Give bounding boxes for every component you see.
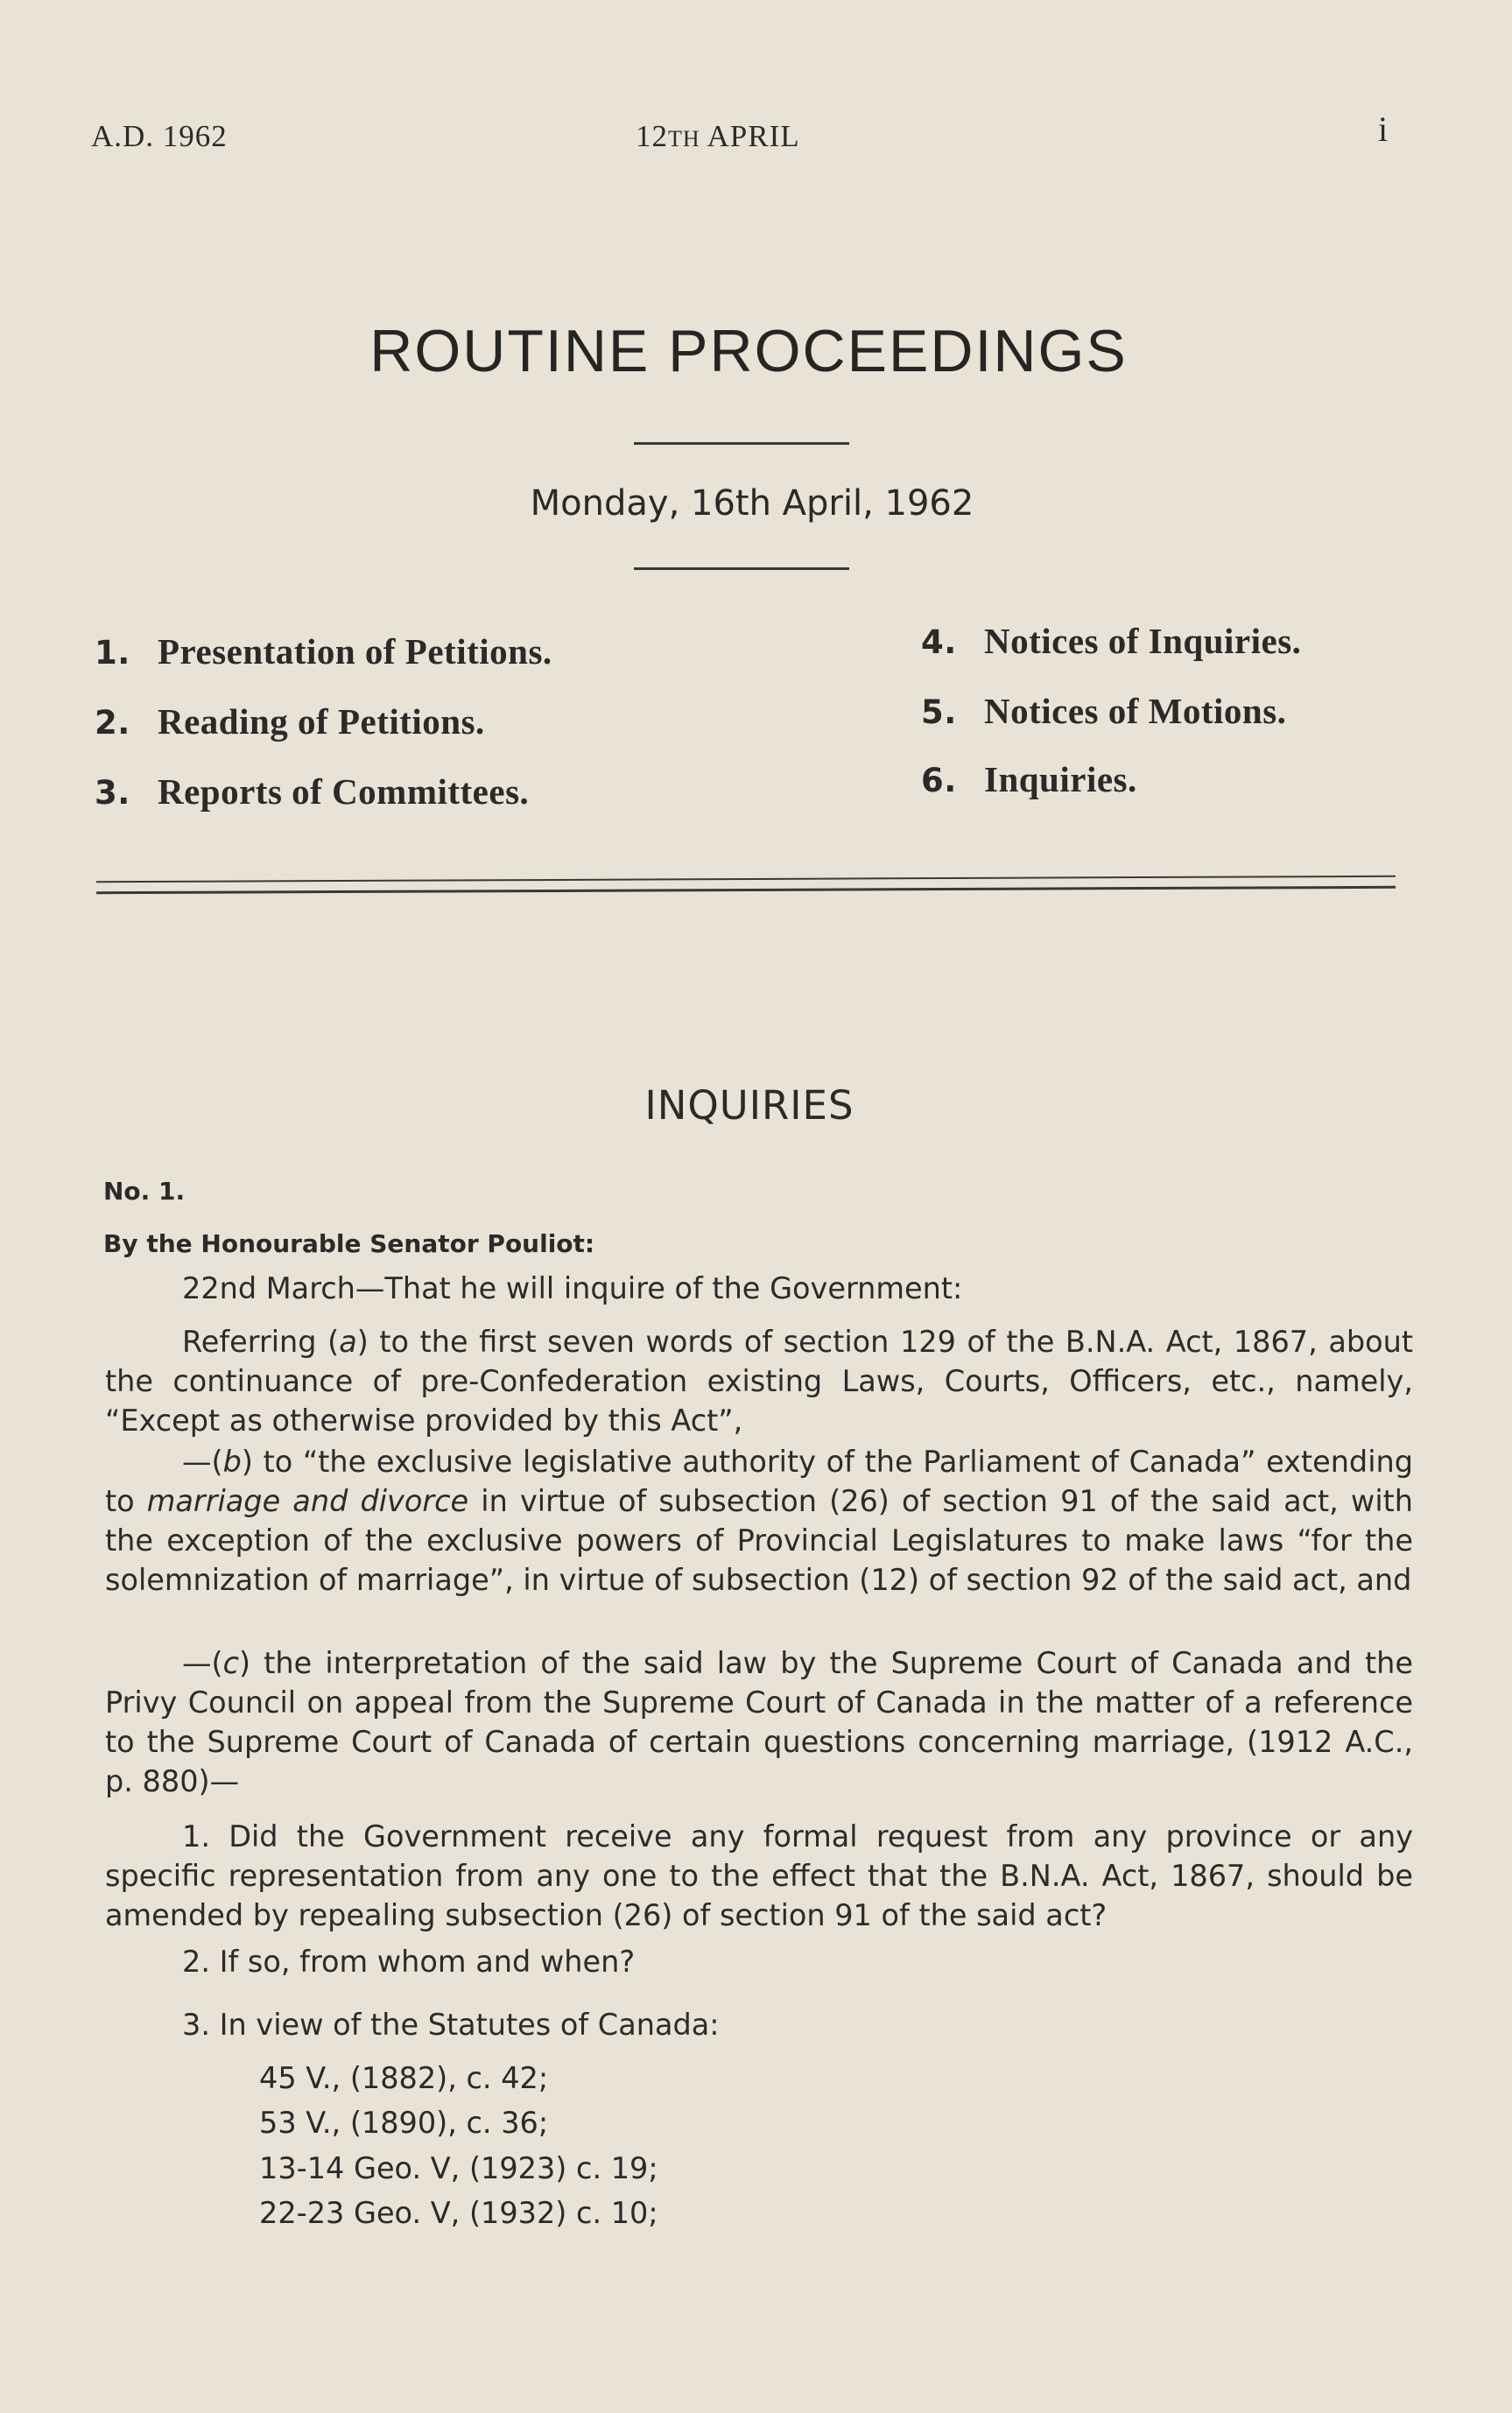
page-number: i (1378, 109, 1389, 149)
para-b-text-1: ) to “the exclusive legislative authority of the Parliament of Canada” extending to (105, 1445, 1413, 1518)
header-day: 12 (636, 119, 668, 153)
inquiry-intro: 22nd March—That he will inquire of the Government: (182, 1271, 963, 1305)
question-2: 2. If so, from whom and when? (182, 1945, 636, 1979)
para-a-text: ) to the first seven words of section 129 of the B.N.A. Act, 1867, about the continuance of pre-Confederation existing Laws, Courts, Officers, etc., namely, “Except as otherwise provided by this Act”, (105, 1325, 1414, 1438)
statute-item: 13-14 Geo. V, (1923) c. 19; (259, 2151, 658, 2185)
agenda-item-number: 4. (921, 623, 957, 661)
para-b-text-2: in virtue of subsection (26) of section 91 of the said act, with the exception of the exclusive powers of Provincial Legislatures to make laws “for the solemnization of marriage”, in virtue of subsection (12) of section 92 of the said act, and (105, 1484, 1414, 1597)
sitting-date: Monday, 16th April, 1962 (530, 483, 974, 524)
agenda-item-label: Reading of Petitions. (158, 701, 485, 742)
para-c-text: ) the interpretation of the said law by the Supreme Court of Canada and the Privy Council on appeal from the Supreme Court of Canada in the matter of a reference to the Supreme Court of Canada of certain questions concerning marriage, (1912 A.C., p. 880)— (105, 1646, 1413, 1798)
agenda-item-number: 5. (921, 693, 957, 731)
statute-item: 22-23 Geo. V, (1932) c. 10; (259, 2196, 658, 2230)
inquiry-paragraph-b (105, 1442, 1413, 1600)
section-title: INQUIRIES (644, 1082, 854, 1129)
statute-item: 45 V., (1882), c. 42; (259, 2061, 549, 2095)
date-rule (634, 567, 849, 570)
page-title: ROUTINE PROCEEDINGS (369, 318, 1128, 384)
header-month: APRIL (707, 119, 800, 153)
agenda-item (921, 620, 1301, 662)
agenda-item (95, 630, 552, 672)
agenda-item-label: Reports of Committees. (158, 771, 530, 812)
agenda-item-label: Notices of Motions. (984, 691, 1287, 731)
agenda-item-label: Inquiries. (984, 759, 1137, 799)
agenda-item (95, 700, 485, 742)
agenda-item-number: 6. (921, 762, 957, 799)
header-day-suffix: TH (668, 126, 700, 151)
inquiry-paragraph-a (105, 1322, 1413, 1440)
question-1: 1. Did the Government receive any formal request from any province or any specific representation from any one to the effect that the B.N.A. Act, 1867, should be amended by repealing subsection (26) of section 91 of the said act? (105, 1819, 1413, 1932)
header-date (636, 119, 800, 154)
question-3: 3. In view of the Statutes of Canada: (182, 2008, 720, 2042)
statute-item: 53 V., (1890), c. 36; (259, 2106, 549, 2140)
inquiry-number: No. 1. (103, 1177, 186, 1206)
agenda-item-label: Notices of Inquiries. (984, 621, 1302, 661)
para-b-italic: marriage and divorce (146, 1484, 469, 1518)
agenda-item-label: Presentation of Petitions. (158, 631, 552, 672)
agenda-item-number: 3. (95, 774, 130, 812)
agenda-item-number: 1. (95, 634, 130, 672)
inquiry-by: By the Honourable Senator Pouliot: (103, 1229, 595, 1258)
para-a-letter: a (339, 1325, 357, 1359)
para-a-pre: Referring ( (182, 1325, 340, 1359)
para-b-pre: —( (182, 1445, 223, 1479)
agenda-item (921, 690, 1286, 732)
agenda-item-number: 2. (95, 704, 130, 742)
para-b-letter: b (222, 1445, 242, 1479)
section-divider (96, 876, 1396, 894)
header-year: A.D. 1962 (91, 119, 228, 153)
para-c-letter: c (222, 1646, 239, 1680)
title-rule (634, 442, 849, 445)
agenda-item (921, 758, 1137, 800)
inquiry-paragraph-c (105, 1643, 1413, 1801)
para-c-pre: —( (182, 1646, 223, 1680)
agenda-item (95, 770, 529, 813)
